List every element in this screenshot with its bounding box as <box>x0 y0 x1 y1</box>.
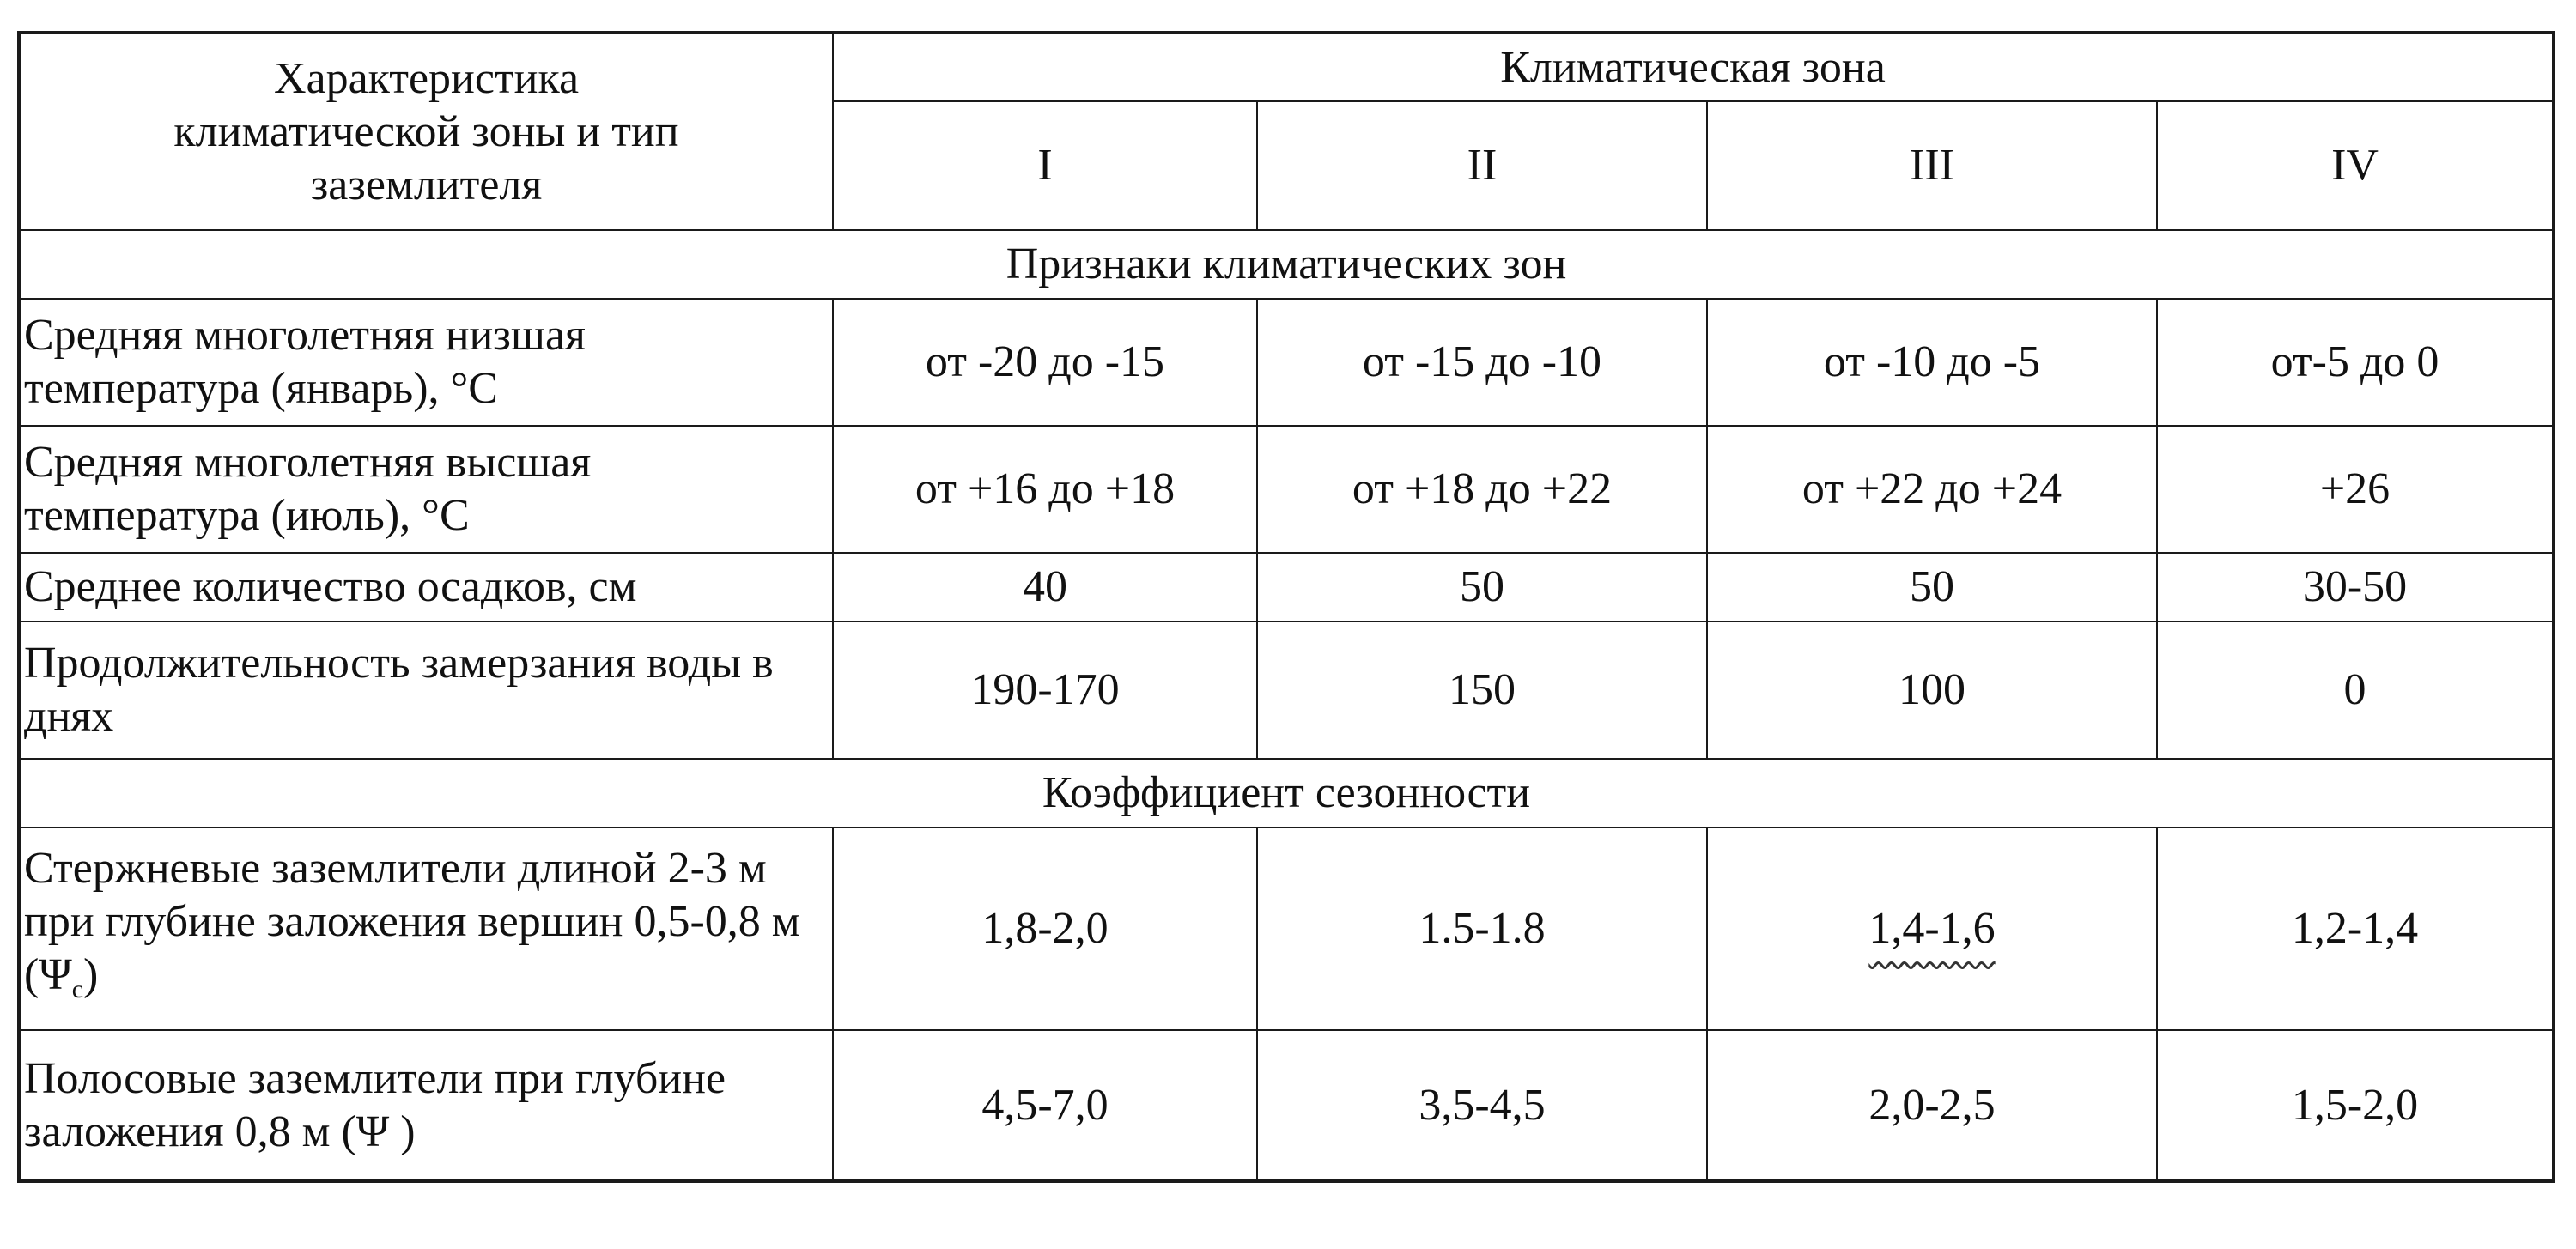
section-row <box>19 759 2554 828</box>
table-row <box>19 299 2554 426</box>
table-cell: 2,0-2,5 <box>1707 1030 2157 1181</box>
climate-zone-table <box>17 31 2555 1183</box>
header-zone-2: II <box>1257 101 1707 230</box>
row-label: Средняя многолетняя низшая температура (январь), °С <box>19 299 833 426</box>
table-cell: от -15 до -10 <box>1257 299 1707 426</box>
table-row <box>19 621 2554 759</box>
row-label: Продолжительность замерзания воды в днях <box>19 621 833 759</box>
table-cell: 1,2-1,4 <box>2157 828 2554 1030</box>
header-row-zone <box>19 33 2554 101</box>
row-label-text: Стержневые заземлители длиной 2-3 м при глубине заложения вершин 0,5-0,8 м (Ψ <box>24 843 800 999</box>
table-cell <box>1707 828 2157 1030</box>
table-cell: от-5 до 0 <box>2157 299 2554 426</box>
header-climate-zone: Климатическая зона <box>833 33 2554 101</box>
section-title-zone-features: Признаки климатических зон <box>19 230 2554 299</box>
table-cell: 100 <box>1707 621 2157 759</box>
table-cell: от +16 до +18 <box>833 426 1257 553</box>
row-label: Полосовые заземлители при глубине заложения 0,8 м (Ψ ) <box>19 1030 833 1181</box>
header-zone-1: I <box>833 101 1257 230</box>
table-cell: 1,8-2,0 <box>833 828 1257 1030</box>
handwritten-underline-value: 1,4-1,6 <box>1868 904 1996 953</box>
table-cell: от +22 до +24 <box>1707 426 2157 553</box>
row-label: Среднее количество осадков, см <box>19 553 833 621</box>
table-cell: 1,5-2,0 <box>2157 1030 2554 1181</box>
table-cell: 150 <box>1257 621 1707 759</box>
header-zone-3: III <box>1707 101 2157 230</box>
table-cell: от -20 до -15 <box>833 299 1257 426</box>
section-row <box>19 230 2554 299</box>
table-cell: +26 <box>2157 426 2554 553</box>
table-cell: 50 <box>1257 553 1707 621</box>
row-label: Средняя многолетняя высшая температура (июль), °С <box>19 426 833 553</box>
table-row <box>19 1030 2554 1181</box>
table-row <box>19 828 2554 1030</box>
table-cell: 190-170 <box>833 621 1257 759</box>
header-characteristic: Характеристика климатической зоны и тип заземлителя <box>19 33 833 230</box>
section-title-seasonality: Коэффициент сезонности <box>19 759 2554 828</box>
table-cell: от +18 до +22 <box>1257 426 1707 553</box>
table-cell: от -10 до -5 <box>1707 299 2157 426</box>
table-cell: 3,5-4,5 <box>1257 1030 1707 1181</box>
row-label-end: ) <box>83 949 99 999</box>
table-row <box>19 553 2554 621</box>
table-cell: 30-50 <box>2157 553 2554 621</box>
table-cell: 0 <box>2157 621 2554 759</box>
table-cell: 40 <box>833 553 1257 621</box>
table-row <box>19 426 2554 553</box>
row-label-subscript: с <box>71 974 84 1003</box>
table-cell: 4,5-7,0 <box>833 1030 1257 1181</box>
row-label <box>19 828 833 1030</box>
table-cell: 50 <box>1707 553 2157 621</box>
header-zone-4: IV <box>2157 101 2554 230</box>
table-cell: 1.5-1.8 <box>1257 828 1707 1030</box>
